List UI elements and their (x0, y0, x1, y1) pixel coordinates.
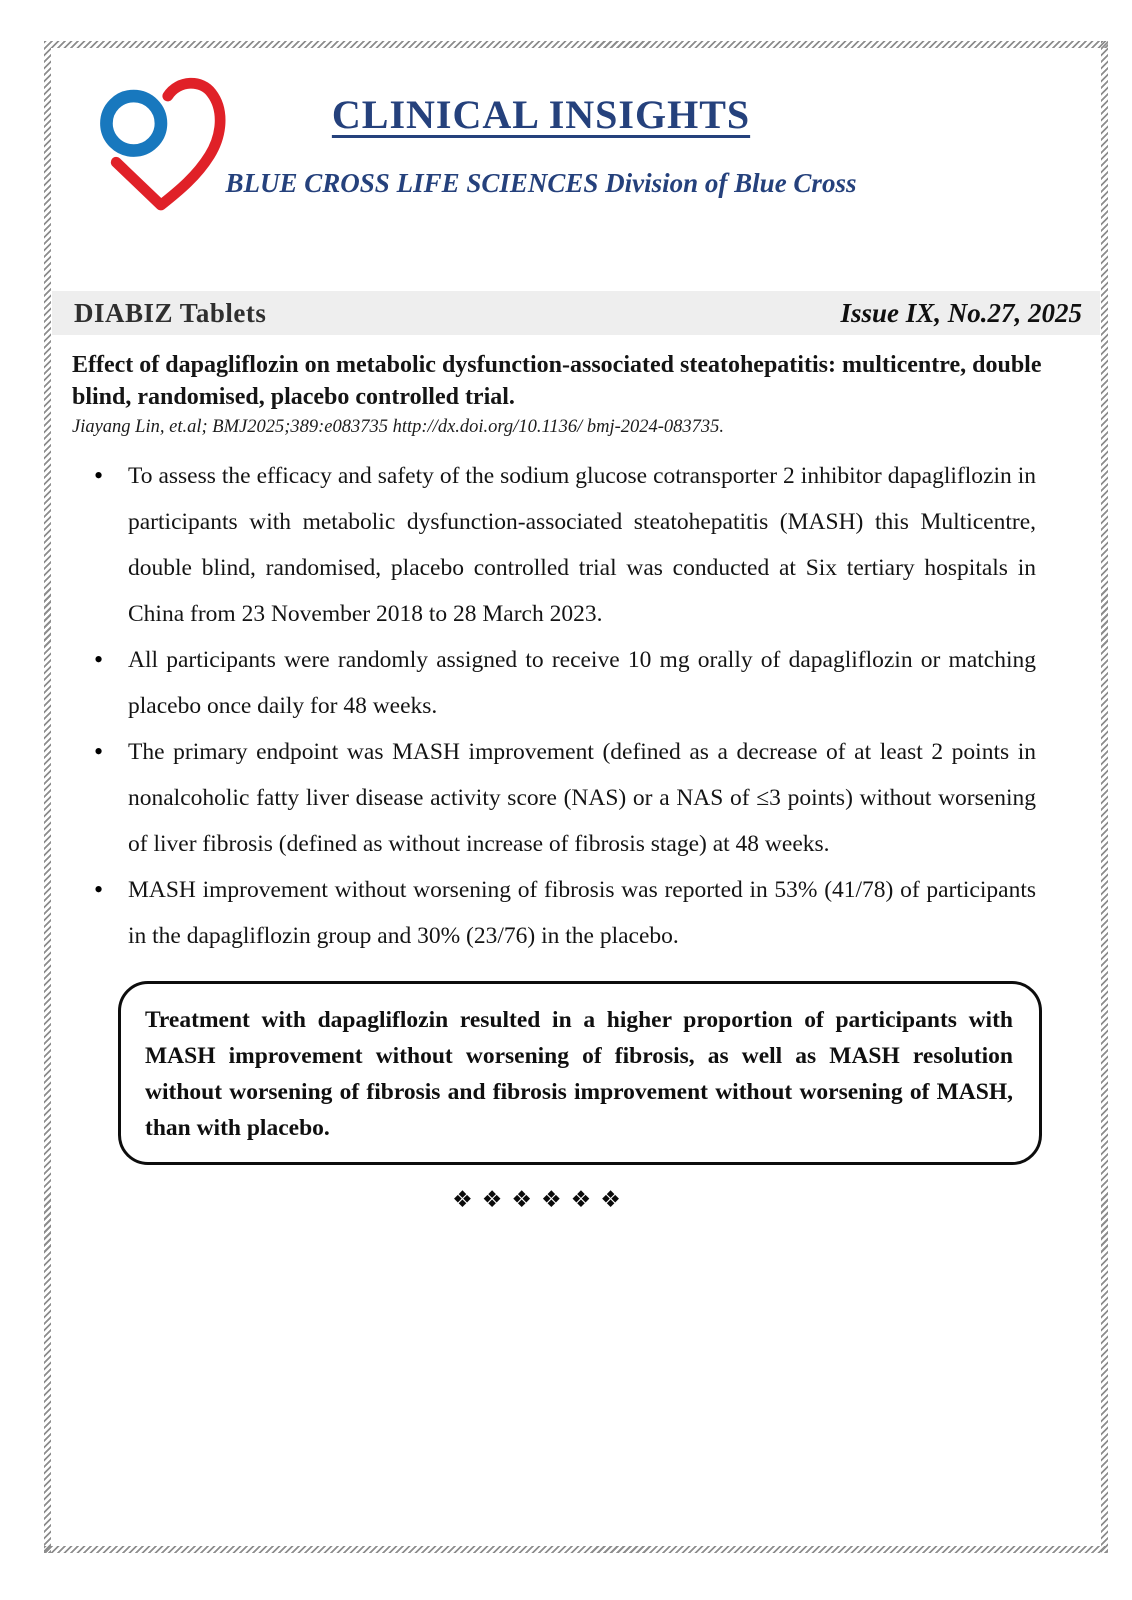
conclusion-box (118, 981, 1042, 1165)
issue-bar (52, 291, 1100, 335)
diamond-ornament: ❖❖❖❖❖❖ (452, 1186, 630, 1213)
key-points-list (52, 453, 1100, 959)
masthead-subtitle: BLUE CROSS LIFE SCIENCES Division of Blue Cross (225, 168, 857, 198)
key-point: • All participants were randomly assigned to receive 10 mg orally of dapagliflozin or matching placebo once daily for 48 weeks. (128, 637, 1036, 729)
newsletter-title: CLINICAL INSIGHTS (331, 92, 751, 137)
heart-logo-icon (86, 69, 232, 237)
border-left (44, 41, 51, 1553)
issue-number: Issue IX, No.27, 2025 (840, 297, 1082, 328)
border-bottom (44, 1546, 1108, 1553)
key-point: • The primary endpoint was MASH improvement (defined as a decrease of at least 2 points in nonalcoholic fatty liver disease activity score (NAS) or a NAS of ≤3 points) without worsening of liver fibrosis (defined as without increase of fibrosis stage) at 48 weeks. (128, 729, 1036, 867)
masthead (52, 49, 1100, 249)
border-right (1101, 41, 1108, 1553)
product-name: DIABIZ Tablets (74, 297, 267, 328)
article-citation: Jiayang Lin, et.al; BMJ2025;389:e083735 http://dx.doi.org/10.1136/ bmj-2024-083735. (72, 416, 725, 437)
key-point: • To assess the efficacy and safety of the sodium glucose cotransporter 2 inhibitor dapagliflozin in participants with metabolic dysfunction-associated steatohepatitis (MASH) this Multicentre, double blind, randomised, placebo controlled trial was conducted at Six tertiary hospitals in China from 23 November 2018 to 28 March 2023. (128, 453, 1036, 637)
key-point: • MASH improvement without worsening of fibrosis was reported in 53% (41/78) of participants in the dapagliflozin group and 30% (23/76) in the placebo. (128, 867, 1036, 959)
border-top (44, 41, 1108, 48)
page-content (52, 49, 1100, 1213)
article-section (52, 349, 1100, 1213)
conclusion-text: Treatment with dapagliflozin resulted in a higher proportion of participants with MASH improvement without worsening of fibrosis, as well as MASH resolution without worsening of fibrosis and fibrosis improvement without worsening of MASH, than with placebo. (145, 1006, 1013, 1141)
article-title: Effect of dapagliflozin on metabolic dysfunction-associated steatohepatitis: multicentre, double blind, randomised, placebo controlled trial. (72, 352, 1042, 411)
